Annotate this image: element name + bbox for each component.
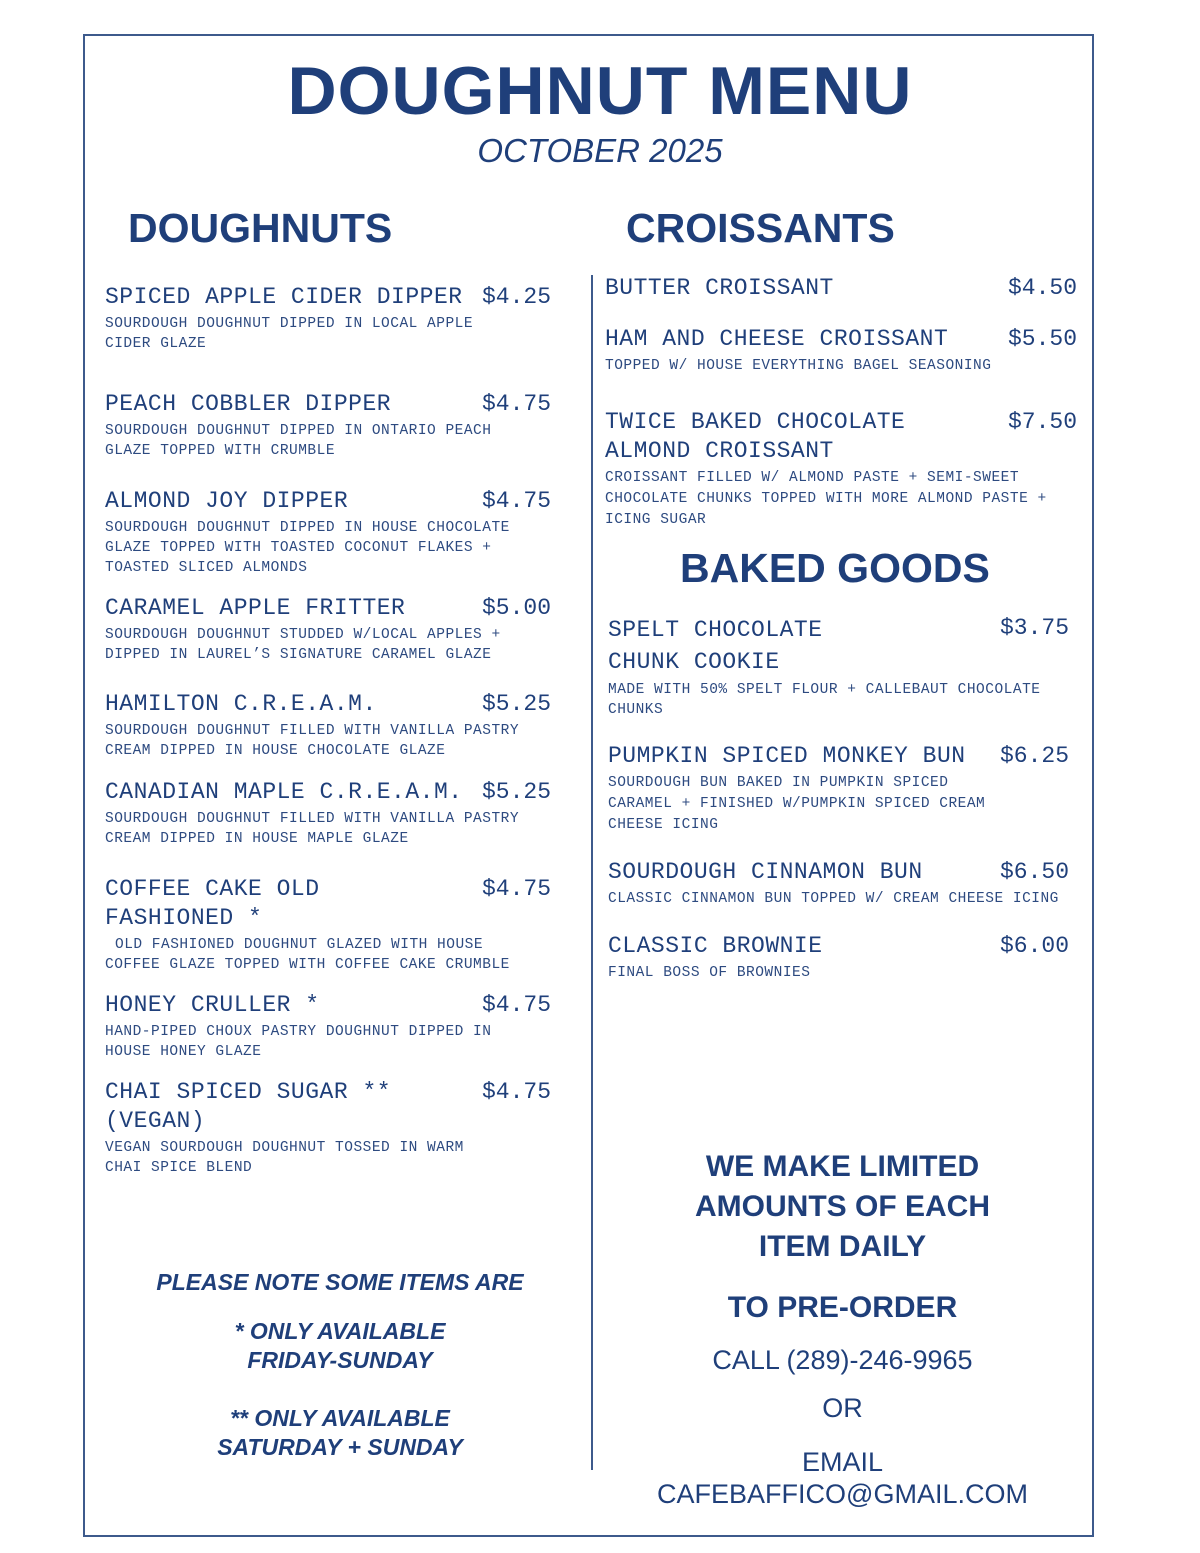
email-label: EMAIL [801, 1447, 884, 1477]
section-heading-doughnuts: DOUGHNUTS [128, 205, 393, 251]
item-name: CHAI SPICED SUGAR ** (VEGAN) [105, 1079, 392, 1134]
menu-item-twice-baked-chocolate-almond-croissant [605, 408, 1077, 531]
item-name: PEACH COBBLER DIPPER [105, 391, 392, 417]
item-name: COFFEE CAKE OLD FASHIONED * [105, 876, 320, 931]
menu-item-canadian-maple-cream [105, 778, 551, 849]
phone-number: CALL (289)-246-9965 [712, 1345, 973, 1375]
menu-item-spiced-apple-cider-dipper [105, 283, 551, 354]
item-description: TOPPED W/ HOUSE EVERYTHING BAGEL SEASONING [605, 358, 992, 374]
menu-item-butter-croissant [605, 274, 1077, 303]
item-description: MADE WITH 50% SPELT FLOUR + CALLEBAUT CHOCOLATE CHUNKS [608, 682, 1041, 718]
item-price: $5.25 [481, 779, 551, 805]
item-description: SOURDOUGH DOUGHNUT FILLED WITH VANILLA PASTRY CREAM DIPPED IN HOUSE MAPLE GLAZE [105, 811, 520, 847]
item-description: SOURDOUGH DOUGHNUT DIPPED IN LOCAL APPLE CIDER GLAZE [105, 316, 474, 352]
preorder-heading: TO PRE-ORDER [727, 1291, 958, 1324]
item-description: FINAL BOSS OF BROWNIES [608, 965, 811, 981]
item-description: HAND-PIPED CHOUX PASTRY DOUGHNUT DIPPED IN HOUSE HONEY GLAZE [105, 1024, 492, 1060]
menu-item-caramel-apple-fritter [105, 594, 551, 665]
item-price: $6.50 [999, 859, 1069, 885]
item-description: CROISSANT FILLED W/ ALMOND PASTE + SEMI-SWEET CHOCOLATE CHUNKS TOPPED WITH MORE ALMOND PASTE + ICING SUGAR [605, 470, 1047, 528]
menu-item-coffee-cake-old-fashioned [105, 875, 551, 975]
contact-or: OR [822, 1393, 863, 1423]
item-price: $4.75 [481, 992, 551, 1018]
menu-item-classic-brownie [608, 932, 1069, 983]
availability-note-heading: PLEASE NOTE SOME ITEMS ARE [156, 1269, 524, 1295]
item-name: CANADIAN MAPLE C.R.E.A.M. [105, 779, 463, 805]
item-price: $5.25 [481, 691, 551, 717]
item-name: CLASSIC BROWNIE [608, 933, 823, 959]
item-price: $4.75 [481, 1079, 551, 1105]
item-price: $7.50 [1007, 409, 1077, 435]
item-name: SPELT CHOCOLATE CHUNK COOKIE [608, 617, 823, 675]
item-description: SOURDOUGH DOUGHNUT DIPPED IN ONTARIO PEACH GLAZE TOPPED WITH CRUMBLE [105, 423, 492, 459]
item-price: $4.75 [481, 876, 551, 902]
item-description: SOURDOUGH BUN BAKED IN PUMPKIN SPICED CARAMEL + FINISHED W/PUMPKIN SPICED CREAM CHEESE ICING [608, 775, 986, 833]
menu-subtitle: OCTOBER 2025 [477, 132, 723, 169]
item-description: SOURDOUGH DOUGHNUT DIPPED IN HOUSE CHOCOLATE GLAZE TOPPED WITH TOASTED COCONUT FLAKES + TOASTED SLICED ALMONDS [105, 520, 510, 576]
item-description: OLD FASHIONED DOUGHNUT GLAZED WITH HOUSE COFFEE GLAZE TOPPED WITH COFFEE CAKE CRUMBLE [105, 937, 510, 973]
item-price: $5.00 [481, 595, 551, 621]
item-name: SPICED APPLE CIDER DIPPER [105, 284, 463, 310]
item-name: HAM AND CHEESE CROISSANT [605, 326, 949, 352]
menu-item-sourdough-cinnamon-bun [608, 858, 1069, 909]
item-name: CARAMEL APPLE FRITTER [105, 595, 406, 621]
item-price: $3.75 [999, 615, 1069, 641]
item-price: $6.00 [999, 933, 1069, 959]
item-description: SOURDOUGH DOUGHNUT STUDDED W/LOCAL APPLES + DIPPED IN LAUREL’S SIGNATURE CARAMEL GLAZE [105, 627, 501, 663]
item-name: BUTTER CROISSANT [605, 275, 834, 301]
menu-item-ham-and-cheese-croissant [605, 325, 1077, 376]
column-divider [591, 275, 593, 1470]
item-name: HAMILTON C.R.E.A.M. [105, 691, 377, 717]
availability-note-single-star: * ONLY AVAILABLE FRIDAY-SUNDAY [234, 1318, 446, 1373]
item-name: HONEY CRULLER * [105, 992, 320, 1018]
item-price: $5.50 [1007, 326, 1077, 352]
item-description: SOURDOUGH DOUGHNUT FILLED WITH VANILLA PASTRY CREAM DIPPED IN HOUSE CHOCOLATE GLAZE [105, 723, 520, 759]
menu-item-chai-spiced-sugar [105, 1078, 551, 1178]
item-price: $4.50 [1007, 275, 1077, 301]
item-price: $6.25 [999, 743, 1069, 769]
item-description: CLASSIC CINNAMON BUN TOPPED W/ CREAM CHEESE ICING [608, 891, 1059, 907]
item-description: VEGAN SOURDOUGH DOUGHNUT TOSSED IN WARM CHAI SPICE BLEND [105, 1140, 464, 1176]
item-name: ALMOND JOY DIPPER [105, 488, 349, 514]
availability-note-double-star: ** ONLY AVAILABLE SATURDAY + SUNDAY [217, 1405, 463, 1460]
menu-item-honey-cruller [105, 991, 551, 1062]
menu-title: DOUGHNUT MENU [287, 53, 913, 129]
email-address: CAFEBAFFICO@GMAIL.COM [657, 1479, 1028, 1509]
menu-item-pumpkin-spiced-monkey-bun [608, 742, 1069, 836]
item-price: $4.75 [481, 391, 551, 417]
item-name: SOURDOUGH CINNAMON BUN [608, 859, 923, 885]
limited-quantity-notice: WE MAKE LIMITED AMOUNTS OF EACH ITEM DAILY [695, 1150, 990, 1263]
item-name: PUMPKIN SPICED MONKEY BUN [608, 743, 966, 769]
menu-item-hamilton-cream [105, 690, 551, 761]
item-name: TWICE BAKED CHOCOLATE ALMOND CROISSANT [605, 409, 906, 464]
section-heading-croissants: CROISSANTS [626, 205, 895, 251]
item-price: $4.25 [481, 284, 551, 310]
section-heading-baked-goods: BAKED GOODS [680, 545, 990, 591]
menu-item-spelt-chocolate-chunk-cookie [608, 614, 1069, 720]
item-price: $4.75 [481, 488, 551, 514]
menu-item-almond-joy-dipper [105, 487, 551, 578]
menu-item-peach-cobbler-dipper [105, 390, 551, 461]
